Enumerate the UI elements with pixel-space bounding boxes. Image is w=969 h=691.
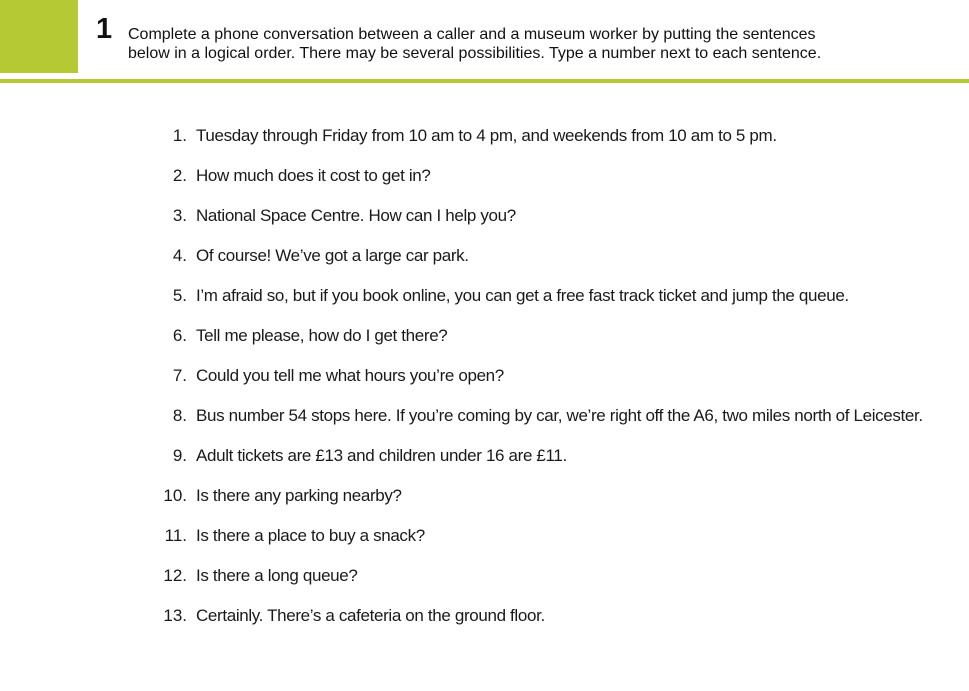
sentence-number: 8. — [172, 406, 187, 425]
sentence-item — [0, 484, 969, 524]
instruction-line-1: Complete a phone conversation between a caller and a museum worker by putting the sentences — [128, 26, 816, 43]
sentence-number: 12. — [163, 566, 187, 585]
sentence-text: Is there a long queue? — [196, 566, 358, 585]
sentence-text: Certainly. There’s a cafeteria on the ground floor. — [196, 606, 545, 625]
sentence-number: 9. — [172, 446, 187, 465]
sentence-text: I’m afraid so, but if you book online, you can get a free fast track ticket and jump the queue. — [196, 286, 849, 305]
sentence-item — [0, 404, 969, 444]
sentence-text: Tuesday through Friday from 10 am to 4 pm, and weekends from 10 am to 5 pm. — [196, 126, 777, 145]
sentence-number: 7. — [172, 366, 187, 385]
sentence-text: National Space Centre. How can I help you? — [196, 206, 516, 225]
sentence-item — [0, 204, 969, 244]
sentence-text: Bus number 54 stops here. If you’re coming by car, we’re right off the A6, two miles north of Leicester. — [196, 406, 923, 425]
sentence-text: Is there a place to buy a snack? — [196, 526, 425, 545]
sentence-text: Could you tell me what hours you’re open? — [196, 366, 504, 385]
sentence-item — [0, 124, 969, 164]
sentence-item — [0, 444, 969, 484]
sentence-item — [0, 364, 969, 404]
task-number: 1 — [96, 13, 113, 45]
sentence-list — [0, 124, 969, 644]
sentence-number: 2. — [172, 166, 187, 185]
sentence-text: Adult tickets are £13 and children under 16 are £11. — [196, 446, 567, 465]
sentence-item — [0, 284, 969, 324]
instruction-line-2: below in a logical order. There may be several possibilities. Type a number next to each sentence. — [128, 45, 822, 62]
sentence-number: 6. — [172, 326, 187, 345]
sentence-item — [0, 524, 969, 564]
sentence-text: Is there any parking nearby? — [196, 486, 402, 505]
sentence-number: 1. — [172, 126, 187, 145]
sentence-item — [0, 324, 969, 364]
header-divider — [0, 79, 969, 83]
sentence-item — [0, 164, 969, 204]
sentence-number: 5. — [172, 286, 187, 305]
sentence-text: How much does it cost to get in? — [196, 166, 431, 185]
task-instruction — [128, 25, 958, 63]
sentence-number: 3. — [172, 206, 187, 225]
sentence-number: 13. — [163, 606, 187, 625]
sentence-item — [0, 604, 969, 644]
sentence-item — [0, 564, 969, 604]
sentence-text: Tell me please, how do I get there? — [196, 326, 448, 345]
sentence-number: 10. — [163, 486, 187, 505]
sentence-item — [0, 244, 969, 284]
sentence-number: 11. — [164, 526, 187, 545]
sentence-number: 4. — [172, 246, 187, 265]
task-header — [0, 0, 969, 84]
sentence-text: Of course! We’ve got a large car park. — [196, 246, 469, 265]
accent-block — [0, 0, 78, 73]
